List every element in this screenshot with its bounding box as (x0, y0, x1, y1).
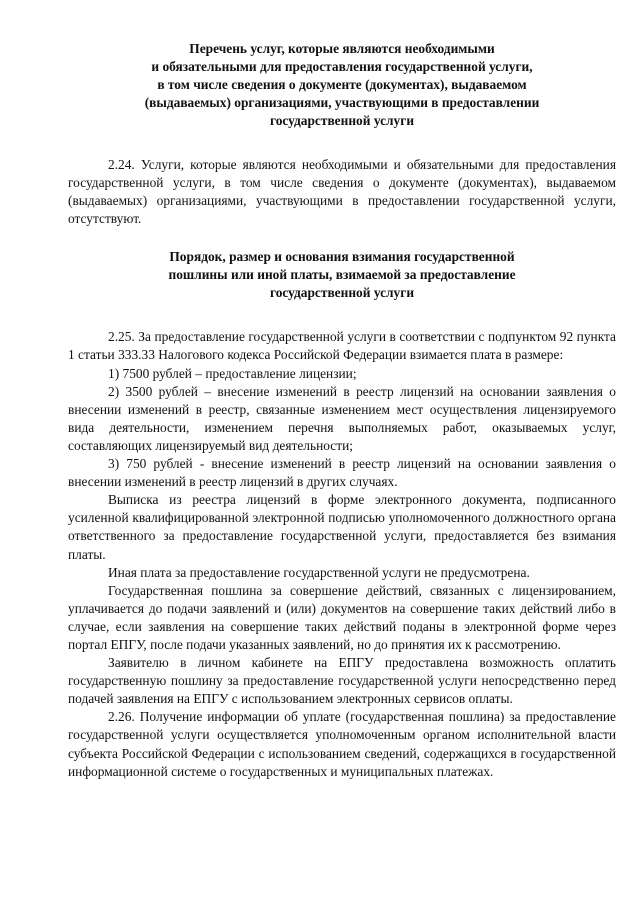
section-heading-fees (132, 248, 552, 302)
paragraph-2-25: 2.25. За предоставление государственной услуги в соответствии с подпунктом 92 пункта 1 статьи 333.33 Налогового кодекса Российской Федерации взимается плата в размере: (68, 329, 616, 363)
paragraph-2-24: 2.24. Услуги, которые являются необходимыми и обязательными для предоставления государственной услуги, в том числе сведения о документе (документах), выдаваемом (выдаваемых) организациями, участвующими в предоставлении государственной услуги, отсутствуют. (68, 157, 616, 227)
paragraph-no-other-fee: Иная плата за предоставление государственной услуги не предусмотрена. (108, 564, 530, 580)
list-item-fee-2: 2) 3500 рублей – внесение изменений в реестр лицензий на основании заявления о внесении изменений в реестр, связанные изменением мест осуществления лицензируемого вида деятельности, изменением перечня выполняемых работ, оказываемых услуг, составляющих лицензируемый вид деятельности; (68, 383, 616, 453)
heading-line: государственной услуги (269, 285, 415, 301)
heading-line: в том числе сведения о документе (документах), выдаваемом (157, 77, 527, 92)
document-page (68, 40, 616, 781)
heading-line: (выдаваемых) организациями, участвующими в предоставлении (144, 95, 540, 110)
section-heading-services (82, 40, 602, 130)
heading-line: Порядок, размер и основания взимания государственной (169, 249, 515, 265)
list-item-fee-1: 1) 7500 рублей – предоставление лицензии; (108, 365, 357, 381)
paragraph-duty-payment: Государственная пошлина за совершение действий, связанных с лицензированием, уплачивается до подачи заявлений и (или) документов на совершение таких действий либо в случае, если заявления на совершение таких действий поданы в электронной форме через портал ЕПГУ, после подачи указанных заявлений, но до принятия их к рассмотрению. (68, 582, 616, 652)
heading-line: и обязательными для предоставления государственной услуги, (151, 59, 533, 74)
heading-line: пошлины или иной платы, взимаемой за предоставление (168, 267, 516, 283)
paragraph-2-26: 2.26. Получение информации об уплате (государственная пошлина) за предоставление государственной услуги осуществляется уполномоченным органом исполнительной власти субъекта Российской Федерации с использованием сведений, содержащихся в государственной информационной системе о государственных и муниципальных платежах. (68, 709, 616, 779)
paragraph-registry-extract: Выписка из реестра лицензий в форме электронного документа, подписанного усиленной квалифицированной электронной подписью уполномоченного должностного органа ответственного за предоставление государственной услуги, предоставляется без взимания платы. (68, 492, 616, 562)
list-item-fee-3: 3) 750 рублей - внесение изменений в реестр лицензий на основании заявления о внесении изменений в реестр лицензий в других случаях. (68, 456, 616, 490)
paragraph-epgu-payment: Заявителю в личном кабинете на ЕПГУ предоставлена возможность оплатить государственную пошлину за предоставление государственной услуги непосредственно перед подачей заявления на ЕПГУ с использованием электронных сервисов оплаты. (68, 655, 616, 707)
heading-line: Перечень услуг, которые являются необходимыми (189, 41, 495, 56)
heading-line: государственной услуги (269, 113, 415, 128)
